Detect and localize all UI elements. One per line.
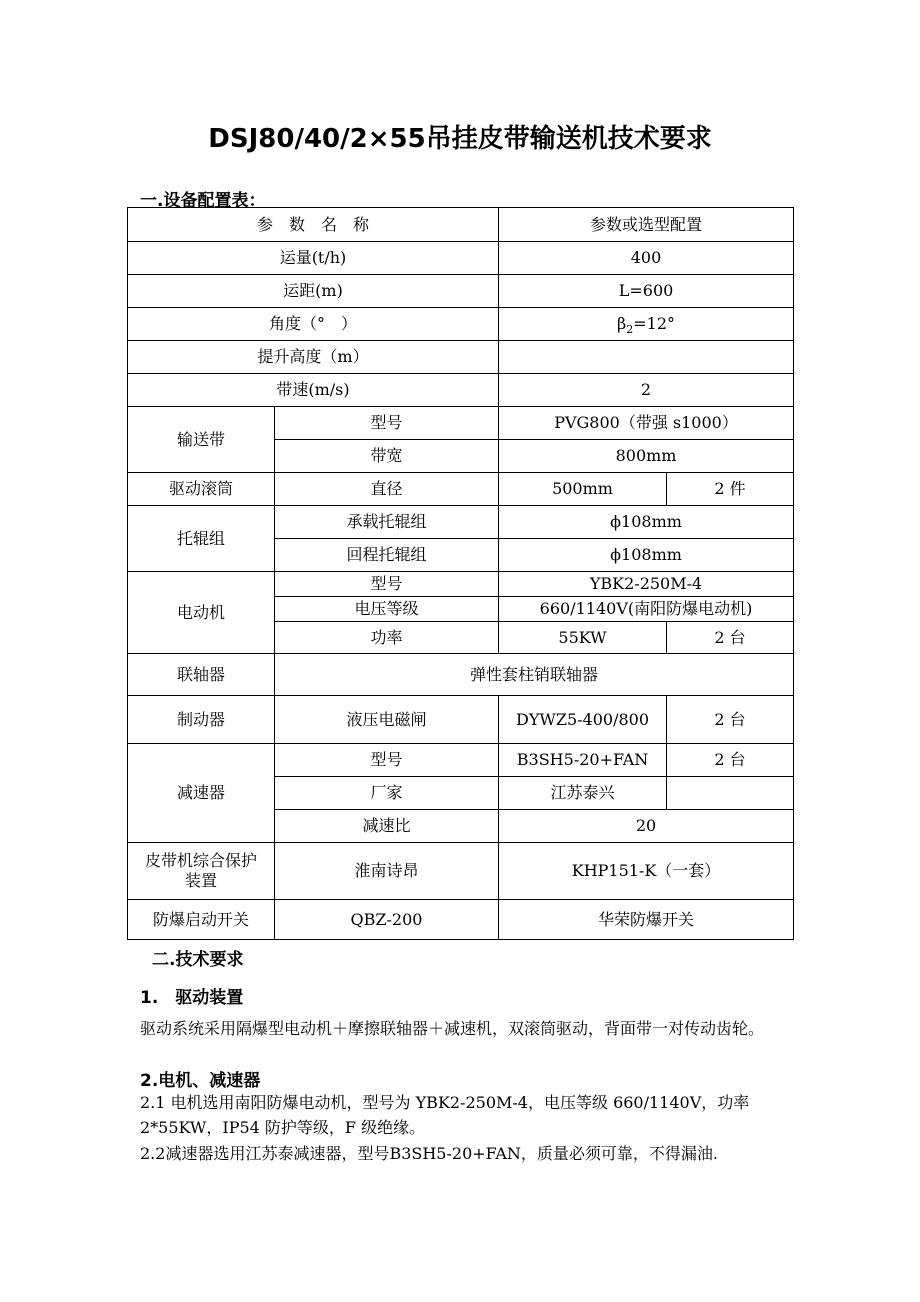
capacity-value: 400 [499, 242, 794, 275]
distance-label: 运距(m) [128, 275, 499, 308]
starter-maker: 华荣防爆开关 [499, 900, 794, 940]
section-1-heading: 一.设备配置表： [140, 191, 266, 211]
motor-paragraph: 2.1 电机选用南阳防爆电动机，型号为 YBK2-250M-4，电压等级 660/1140V，功率 2*55KW，IP54 防护等级，F 级绝缘。 [140, 1093, 750, 1137]
protection-maker: 淮南诗昂 [275, 843, 499, 900]
table-row-lift-height [128, 341, 794, 374]
table-row-capacity [128, 242, 794, 275]
table-row-idler-carry [128, 506, 794, 539]
reducer-ratio-label: 减速比 [275, 810, 499, 843]
capacity-label: 运量(t/h) [128, 242, 499, 275]
protection-label [128, 843, 275, 900]
angle-value [499, 308, 794, 341]
starter-label: 防爆启动开关 [128, 900, 275, 940]
motor-reducer-heading: 2.电机、减速器 [140, 1071, 261, 1091]
drive-pulley-diameter-value: 500mm [499, 473, 667, 506]
idler-return-value: ϕ108mm [499, 539, 794, 572]
idler-carry-value: ϕ108mm [499, 506, 794, 539]
reducer-model-quantity: 2 台 [667, 744, 794, 777]
protection-label-line2: 装置 [184, 871, 217, 890]
protection-model: KHP151-K（一套） [499, 843, 794, 900]
drive-unit-text: 驱动系统采用隔爆型电动机＋摩擦联轴器＋减速机，双滚筒驱动，背面带一对传动齿轮。 [140, 1019, 765, 1038]
reducer-maker-label: 厂家 [275, 777, 499, 810]
motor-power-value: 55KW [499, 622, 667, 654]
coupling-value: 弹性套柱销联轴器 [275, 654, 794, 696]
angle-value-subscript: 2 [626, 323, 634, 337]
distance-value: L=600 [499, 275, 794, 308]
table-row-protection [128, 843, 794, 900]
brake-type: 液压电磁闸 [275, 696, 499, 744]
brake-quantity: 2 台 [667, 696, 794, 744]
table-row-brake [128, 696, 794, 744]
protection-label-line1: 皮带机综合保护 [144, 851, 257, 870]
belt-model-label: 型号 [275, 407, 499, 440]
angle-value-suffix: =12° [633, 314, 676, 333]
reducer-maker-value: 江苏泰兴 [499, 777, 667, 810]
lift-height-value [499, 341, 794, 374]
motor-voltage-value: 660/1140V(南阳防爆电动机) [499, 597, 794, 622]
idler-carry-label: 承载托辊组 [275, 506, 499, 539]
header-config: 参数或选型配置 [499, 208, 794, 242]
belt-label: 输送带 [128, 407, 275, 473]
drive-unit-heading: 1. 驱动装置 [140, 988, 244, 1008]
table-row-coupling [128, 654, 794, 696]
motor-model-value: YBK2-250M-4 [499, 572, 794, 597]
motor-label: 电动机 [128, 572, 275, 654]
belt-model-value: PVG800（带强 s1000） [499, 407, 794, 440]
table-row-reducer-model [128, 744, 794, 777]
brake-model: DYWZ5-400/800 [499, 696, 667, 744]
table-row-belt-speed [128, 374, 794, 407]
starter-model: QBZ-200 [275, 900, 499, 940]
angle-value-prefix: β [617, 314, 627, 333]
table-row-motor-model [128, 572, 794, 597]
idler-return-label: 回程托辊组 [275, 539, 499, 572]
reducer-model-value: B3SH5-20+FAN [499, 744, 667, 777]
lift-height-label: 提升高度（m） [128, 341, 499, 374]
table-row-distance [128, 275, 794, 308]
table-row-belt-model [128, 407, 794, 440]
table-row-starter [128, 900, 794, 940]
brake-label: 制动器 [128, 696, 275, 744]
belt-width-label: 带宽 [275, 440, 499, 473]
reducer-paragraph: 2.2减速器选用江苏泰减速器，型号B3SH5-20+FAN，质量必须可靠，不得漏油. [140, 1144, 719, 1163]
equipment-config-table [127, 207, 794, 940]
drive-pulley-label: 驱动滚筒 [128, 473, 275, 506]
drive-pulley-diameter-label: 直径 [275, 473, 499, 506]
motor-power-label: 功率 [275, 622, 499, 654]
section-2-heading: 二.技术要求 [152, 950, 244, 970]
reducer-model-label: 型号 [275, 744, 499, 777]
drive-pulley-quantity: 2 件 [667, 473, 794, 506]
motor-model-label: 型号 [275, 572, 499, 597]
table-header-row [128, 208, 794, 242]
motor-voltage-label: 电压等级 [275, 597, 499, 622]
table-row-drive-pulley [128, 473, 794, 506]
reducer-label: 减速器 [128, 744, 275, 843]
coupling-label: 联轴器 [128, 654, 275, 696]
table-row-angle [128, 308, 794, 341]
idler-label: 托辊组 [128, 506, 275, 572]
page-title: DSJ80/40/2×55吊挂皮带输送机技术要求 [208, 124, 712, 154]
belt-speed-label: 带速(m/s) [128, 374, 499, 407]
reducer-maker-extra [667, 777, 794, 810]
header-param-name: 参 数 名 称 [128, 208, 499, 242]
belt-speed-value: 2 [499, 374, 794, 407]
reducer-ratio-value: 20 [499, 810, 794, 843]
belt-width-value: 800mm [499, 440, 794, 473]
motor-power-quantity: 2 台 [667, 622, 794, 654]
angle-label: 角度（° ） [128, 308, 499, 341]
